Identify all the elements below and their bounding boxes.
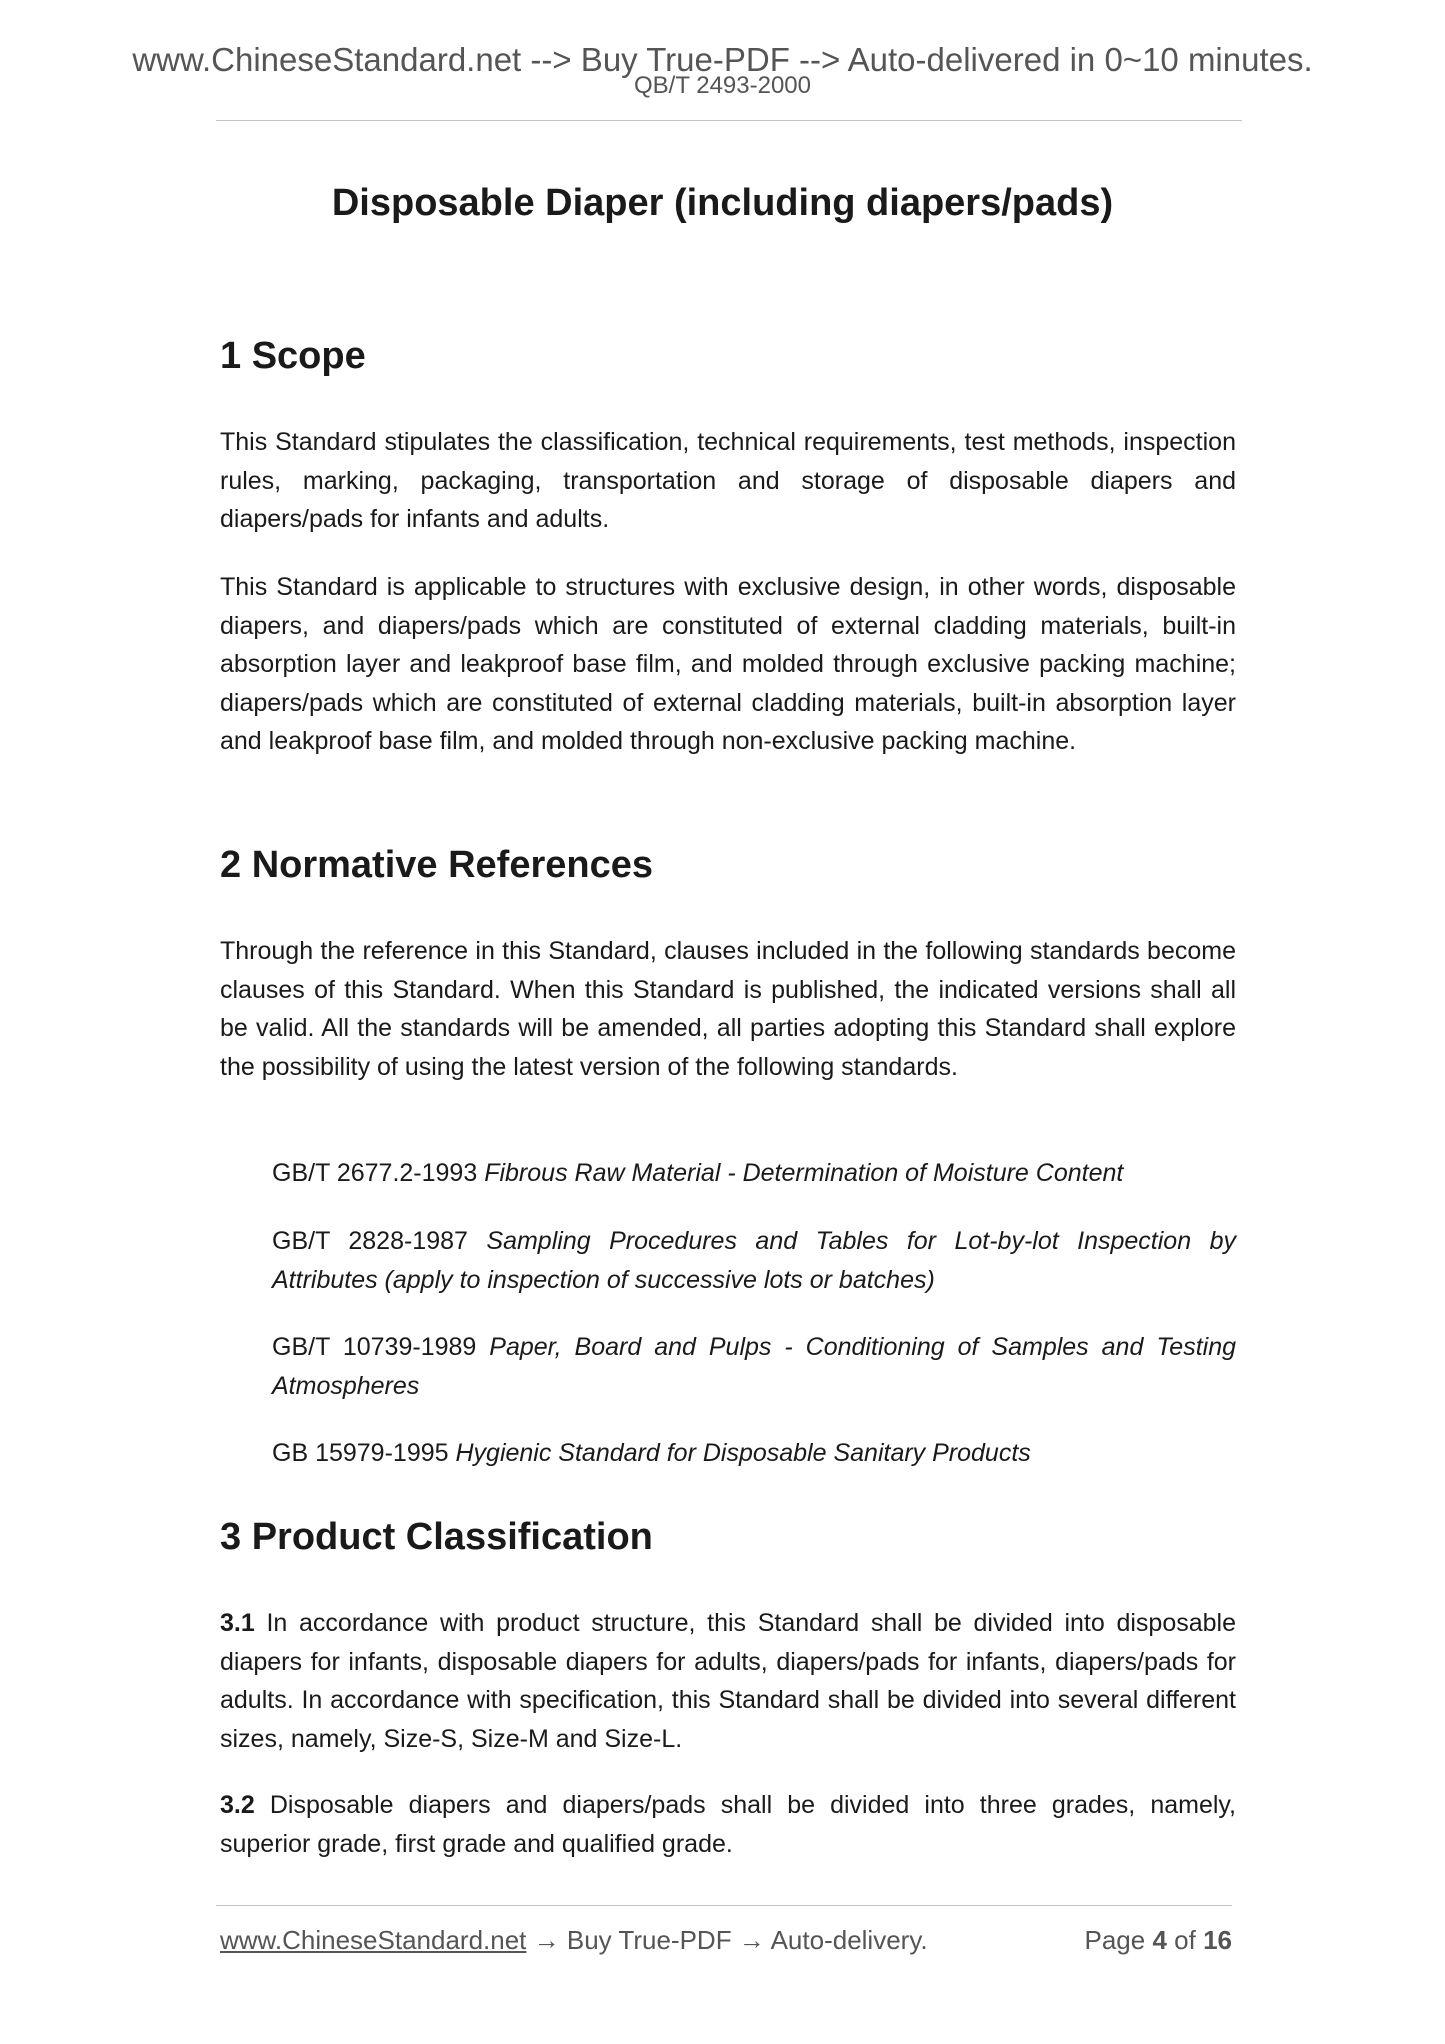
reference-title: Paper, Board and Pulps - Conditioning of Samples and Testing Atmospheres: [272, 1333, 1236, 1400]
reference-code: GB/T 2677.2-1993: [272, 1159, 478, 1187]
section-heading-normative-references: 2 Normative References: [220, 844, 653, 886]
clause-3-2: [220, 1786, 1236, 1863]
reference-title: Hygienic Standard for Disposable Sanitary Products: [455, 1439, 1031, 1467]
scope-paragraph-1: This Standard stipulates the classification, technical requirements, test methods, inspection rules, marking, packaging, transportation and storage of disposable diapers and diapers/pads for infants and adults.: [220, 428, 1236, 533]
header-divider: [216, 120, 1242, 121]
clause-text: Disposable diapers and diapers/pads shall be divided into three grades, namely, superior grade, first grade and qualified grade.: [220, 1791, 1236, 1858]
reference-item: [272, 1154, 1236, 1193]
total-pages: 16: [1203, 1925, 1232, 1955]
reference-title: Fibrous Raw Material - Determination of Moisture Content: [484, 1159, 1124, 1187]
document-title: Disposable Diaper (including diapers/pads): [331, 182, 1114, 224]
page-indicator: [1084, 1922, 1232, 1958]
reference-item: [272, 1222, 1236, 1299]
footer-left: [220, 1922, 928, 1958]
clause-3-1: [220, 1604, 1236, 1758]
top-banner: www.ChineseStandard.net --> Buy True-PDF --> Auto-delivered in 0~10 minutes.: [132, 41, 1313, 78]
reference-item: [272, 1434, 1236, 1473]
section-heading-scope: 1 Scope: [220, 335, 366, 377]
standard-code: QB/T 2493-2000: [633, 72, 811, 99]
reference-code: GB/T 10739-1989: [272, 1333, 477, 1361]
clause-number: 3.1: [220, 1609, 255, 1637]
references-intro-paragraph: Through the reference in this Standard, clauses included in the following standards become clauses of this Standard. When this Standard is published, the indicated versions shall all be valid. All the standards will be amended, all parties adopting this Standard shall explore the possibility of using the latest version of the following standards.: [220, 937, 1236, 1081]
clause-number: 3.2: [220, 1791, 255, 1819]
reference-title: Sampling Procedures and Tables for Lot-by-lot Inspection by Attributes (apply to inspection of successive lots or batches): [272, 1227, 1236, 1294]
reference-item: [272, 1328, 1236, 1405]
section-heading-product-classification: 3 Product Classification: [220, 1516, 653, 1558]
footer-site-link[interactable]: www.ChineseStandard.net: [220, 1925, 527, 1955]
scope-paragraph-2: This Standard is applicable to structures with exclusive design, in other words, disposable diapers, and diapers/pads which are constituted of external cladding materials, built-in absorption layer and leakproof base film, and molded through exclusive packing machine; diapers/pads which are constituted of external cladding materials, built-in absorption layer and leakproof base film, and molded through non-exclusive packing machine.: [220, 573, 1236, 755]
page-footer: [220, 1922, 1232, 1958]
page-number: 4: [1152, 1925, 1167, 1955]
footer-divider: [216, 1905, 1232, 1906]
page-label: Page: [1084, 1925, 1146, 1955]
reference-code: GB 15979-1995: [272, 1439, 449, 1467]
clause-text: In accordance with product structure, this Standard shall be divided into disposable diapers for infants, disposable diapers for adults, diapers/pads for infants, diapers/pads for adults. In accordance with specification, this Standard shall be divided into several different sizes, namely, Size-S, Size-M and Size-L.: [220, 1609, 1236, 1753]
footer-tagline: → Buy True-PDF → Auto-delivery.: [533, 1925, 928, 1955]
of-label: of: [1174, 1925, 1196, 1955]
reference-code: GB/T 2828-1987: [272, 1227, 468, 1255]
